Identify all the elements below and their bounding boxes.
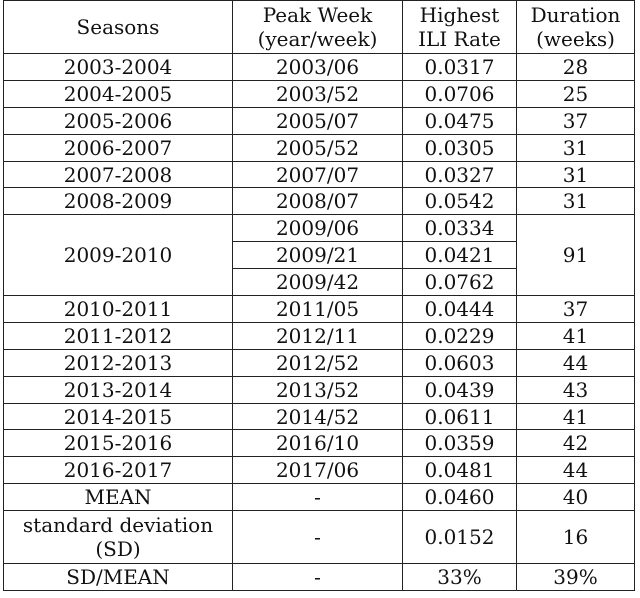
peak-week-cell: 2012/11 [233,322,403,349]
duration-cell: 44 [517,457,635,484]
ili-rate-cell: 0.0334 [403,215,517,242]
peak-week-cell: 2009/06 [233,215,403,242]
table-row-pandemic [4,215,635,242]
ili-rate-cell: 0.0421 [403,242,517,269]
season-cell: 2012-2013 [4,349,233,376]
duration-cell: 39% [517,564,635,591]
season-cell: 2011-2012 [4,322,233,349]
sd-label: standard deviation (SD) [4,511,233,564]
table-row [4,54,635,81]
duration-cell: 41 [517,403,635,430]
duration-cell: 31 [517,188,635,215]
sd-row [4,511,635,564]
ili-rate-cell: 0.0152 [403,511,517,564]
duration-cell: 25 [517,80,635,107]
table-row [4,322,635,349]
ili-rate-cell: 0.0439 [403,376,517,403]
peak-week-cell: 2012/52 [233,349,403,376]
ili-rate-cell: 0.0481 [403,457,517,484]
ili-rate-cell: 0.0327 [403,161,517,188]
table-row [4,161,635,188]
peak-week-cell: - [233,511,403,564]
influenza-seasons-table [3,0,635,591]
peak-week-cell: 2017/06 [233,457,403,484]
duration-cell-pandemic: 91 [517,215,635,296]
table-row [4,80,635,107]
duration-cell: 41 [517,322,635,349]
table-row [4,134,635,161]
duration-cell: 40 [517,484,635,511]
duration-cell: 16 [517,511,635,564]
sd-mean-row [4,564,635,591]
table-row [4,376,635,403]
peak-week-cell: - [233,484,403,511]
peak-week-cell: 2007/07 [233,161,403,188]
table-row [4,349,635,376]
table-row [4,430,635,457]
ili-rate-cell: 0.0229 [403,322,517,349]
season-cell: 2004-2005 [4,80,233,107]
header-highest-ili-rate: Highest ILI Rate [403,1,517,54]
season-cell: 2005-2006 [4,107,233,134]
table-row [4,296,635,323]
duration-cell: 31 [517,161,635,188]
peak-week-cell: 2003/06 [233,54,403,81]
table-row [4,457,635,484]
season-cell: 2007-2008 [4,161,233,188]
season-cell: 2003-2004 [4,54,233,81]
peak-week-cell: 2009/21 [233,242,403,269]
ili-rate-cell: 33% [403,564,517,591]
season-cell: 2008-2009 [4,188,233,215]
ili-rate-cell: 0.0317 [403,54,517,81]
season-cell: 2015-2016 [4,430,233,457]
duration-cell: 42 [517,430,635,457]
season-cell: 2006-2007 [4,134,233,161]
peak-week-cell: 2014/52 [233,403,403,430]
peak-week-cell: 2005/07 [233,107,403,134]
season-cell: 2016-2017 [4,457,233,484]
peak-week-cell: 2005/52 [233,134,403,161]
peak-week-cell: 2016/10 [233,430,403,457]
ili-rate-cell: 0.0762 [403,269,517,296]
table-row [4,403,635,430]
duration-cell: 37 [517,296,635,323]
ili-rate-cell: 0.0706 [403,80,517,107]
ili-rate-cell: 0.0542 [403,188,517,215]
peak-week-cell: 2011/05 [233,296,403,323]
header-peak-week: Peak Week (year/week) [233,1,403,54]
ili-rate-cell: 0.0359 [403,430,517,457]
peak-week-cell: 2003/52 [233,80,403,107]
peak-week-cell: 2013/52 [233,376,403,403]
header-duration: Duration (weeks) [517,1,635,54]
duration-cell: 37 [517,107,635,134]
header-seasons: Seasons [4,1,233,54]
duration-cell: 31 [517,134,635,161]
table-row [4,188,635,215]
ili-rate-cell: 0.0475 [403,107,517,134]
mean-row [4,484,635,511]
sd-mean-label: SD/MEAN [4,564,233,591]
peak-week-cell: - [233,564,403,591]
season-cell-pandemic: 2009-2010 [4,215,233,296]
duration-cell: 44 [517,349,635,376]
header-row [4,1,635,54]
ili-rate-cell: 0.0305 [403,134,517,161]
peak-week-cell: 2009/42 [233,269,403,296]
ili-rate-cell: 0.0460 [403,484,517,511]
peak-week-cell: 2008/07 [233,188,403,215]
table-row [4,107,635,134]
ili-rate-cell: 0.0611 [403,403,517,430]
ili-rate-cell: 0.0444 [403,296,517,323]
duration-cell: 28 [517,54,635,81]
season-cell: 2014-2015 [4,403,233,430]
season-cell: 2013-2014 [4,376,233,403]
ili-rate-cell: 0.0603 [403,349,517,376]
duration-cell: 43 [517,376,635,403]
mean-label: MEAN [4,484,233,511]
season-cell: 2010-2011 [4,296,233,323]
